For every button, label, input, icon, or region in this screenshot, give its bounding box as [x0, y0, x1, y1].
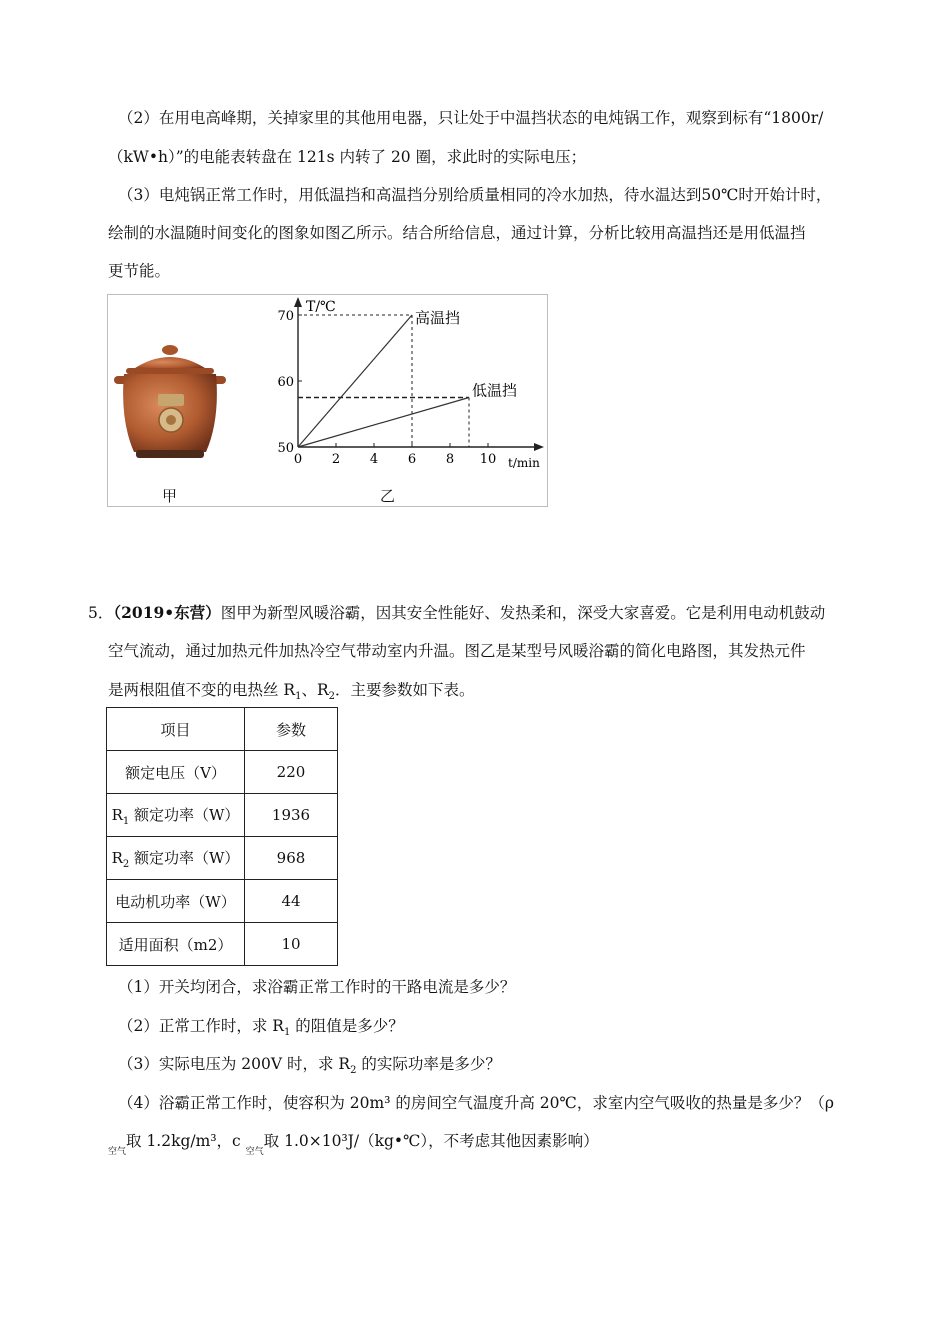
table-cell-item: 适用面积（m2）	[107, 923, 245, 966]
q4-part2-line1: （2）在用电高峰期，关掉家里的其他用电器，只让处于中温挡状态的电炖锅工作，观察到标有“1800r/	[118, 109, 824, 127]
table-cell-value: 10	[245, 923, 338, 966]
x-axis-label: t/min	[508, 456, 540, 470]
r2-subscript: 2	[328, 691, 336, 703]
item-text: 额定功率（W）	[129, 848, 240, 867]
x-tick-label: 6	[407, 452, 417, 467]
q5-intro-line3	[108, 680, 475, 707]
series-label: 高温挡	[415, 309, 461, 327]
q5-sub4-line1: （4）浴霸正常工作时，使容积为 20m³ 的房间空气温度升高 20℃，求室内空气吸收的热量是多少？（ρ	[118, 1094, 834, 1112]
q4-part3-line2: 绘制的水温随时间变化的图象如图乙所示。结合所给信息，通过计算，分析比较用高温挡还是用低温挡	[108, 224, 806, 242]
y-tick-label: 70	[277, 309, 294, 324]
table-cell-value: 1936	[245, 794, 338, 837]
table-row	[107, 923, 338, 966]
table-header-item: 项目	[107, 708, 245, 751]
q4-part3-line3: 更节能。	[108, 262, 171, 280]
y-axis-label: T/℃	[306, 299, 336, 315]
table-row	[107, 751, 338, 794]
q5-intro-line3-b: 、R	[301, 681, 329, 699]
table-row	[107, 880, 338, 923]
parameter-table	[106, 707, 338, 966]
air-subscript: 空气	[245, 1147, 264, 1157]
item-text: 额定功率（W）	[129, 805, 240, 824]
x-tick-label: 8	[445, 452, 455, 467]
figure-panel	[107, 294, 548, 507]
question-number: 5．	[88, 604, 114, 622]
q5-sub2-b: 的阻值是多少？	[290, 1017, 404, 1035]
r-subscript: 1	[122, 815, 130, 827]
air-subscript: 空气	[108, 1147, 127, 1157]
table-cell-item	[107, 794, 245, 837]
q5-intro-text: 图甲为新型风暖浴霸，因其安全性能好、发热柔和，深受大家喜爱。它是利用电动机鼓动	[220, 604, 826, 622]
q5-sub4-line2-a: 取 1.2kg/m³，c	[126, 1132, 246, 1150]
question-source: （2019•东营）	[113, 603, 221, 622]
r1-subscript: 1	[295, 691, 302, 703]
q5-intro-line3-a: 是两根阻值不变的电热丝 R	[108, 681, 296, 699]
q5-sub1: （1）开关均闭合，求浴霸正常工作时的干路电流是多少？	[118, 978, 516, 996]
table-row	[107, 837, 338, 880]
table-header-row	[107, 708, 338, 751]
q5-sub4-line2	[108, 1131, 599, 1157]
r-symbol: R	[111, 805, 123, 824]
q5-sub2-a: （2）正常工作时，求 R	[118, 1017, 284, 1035]
y-tick-label: 60	[277, 375, 294, 390]
series-line	[298, 398, 469, 448]
r-symbol: R	[111, 848, 123, 867]
q5-sub3-b: 的实际功率是多少？	[356, 1055, 501, 1073]
q5-intro-line3-c: ．主要参数如下表。	[335, 681, 475, 699]
table-cell-value: 44	[245, 880, 338, 923]
x-tick-label: 0	[293, 452, 303, 467]
table-cell-value: 968	[245, 837, 338, 880]
q5-intro-line2: 空气流动，通过加热元件加热冷空气带动室内升温。图乙是某型号风暖浴霸的简化电路图，其发热元件	[108, 642, 806, 660]
q4-part2-line2: （kW•h）”的电能表转盘在 121s 内转了 20 圈，求此时的实际电压；	[108, 148, 587, 166]
x-tick-label: 10	[479, 452, 497, 467]
q4-part3-line1: （3）电炖锅正常工作时，用低温挡和高温挡分别给质量相同的冷水加热，待水温达到50℃时开始计时，	[118, 186, 832, 204]
table-cell-item: 电动机功率（W）	[107, 880, 245, 923]
table-row	[107, 794, 338, 837]
x-tick-label: 4	[369, 452, 379, 467]
q5-intro-line1	[88, 603, 825, 623]
series-line	[298, 315, 412, 447]
x-tick-label: 2	[331, 452, 341, 467]
r1-subscript: 1	[283, 1027, 291, 1039]
table-cell-item: 额定电压（V）	[107, 751, 245, 794]
q5-sub4-line2-b: 取 1.0×10³J/（kg•℃），不考虑其他因素影响）	[263, 1132, 599, 1150]
y-axis-arrow	[294, 297, 302, 307]
figure-label-yi: 乙	[380, 487, 396, 505]
table-cell-item	[107, 837, 245, 880]
slow-cooker-illustration	[110, 340, 230, 465]
y-tick-label: 50	[277, 441, 294, 456]
series-label: 低温挡	[472, 381, 518, 400]
r2-subscript: 2	[350, 1065, 357, 1077]
q5-sub3-a: （3）实际电压为 200V 时，求 R	[118, 1055, 351, 1073]
x-axis-arrow	[534, 443, 544, 451]
temperature-time-chart	[268, 295, 548, 480]
table-cell-value: 220	[245, 751, 338, 794]
figure-label-jia: 甲	[162, 487, 178, 505]
table-header-value: 参数	[245, 708, 338, 751]
q5-sub3	[118, 1054, 501, 1081]
q5-sub2	[118, 1016, 404, 1043]
r-subscript: 2	[122, 858, 130, 870]
